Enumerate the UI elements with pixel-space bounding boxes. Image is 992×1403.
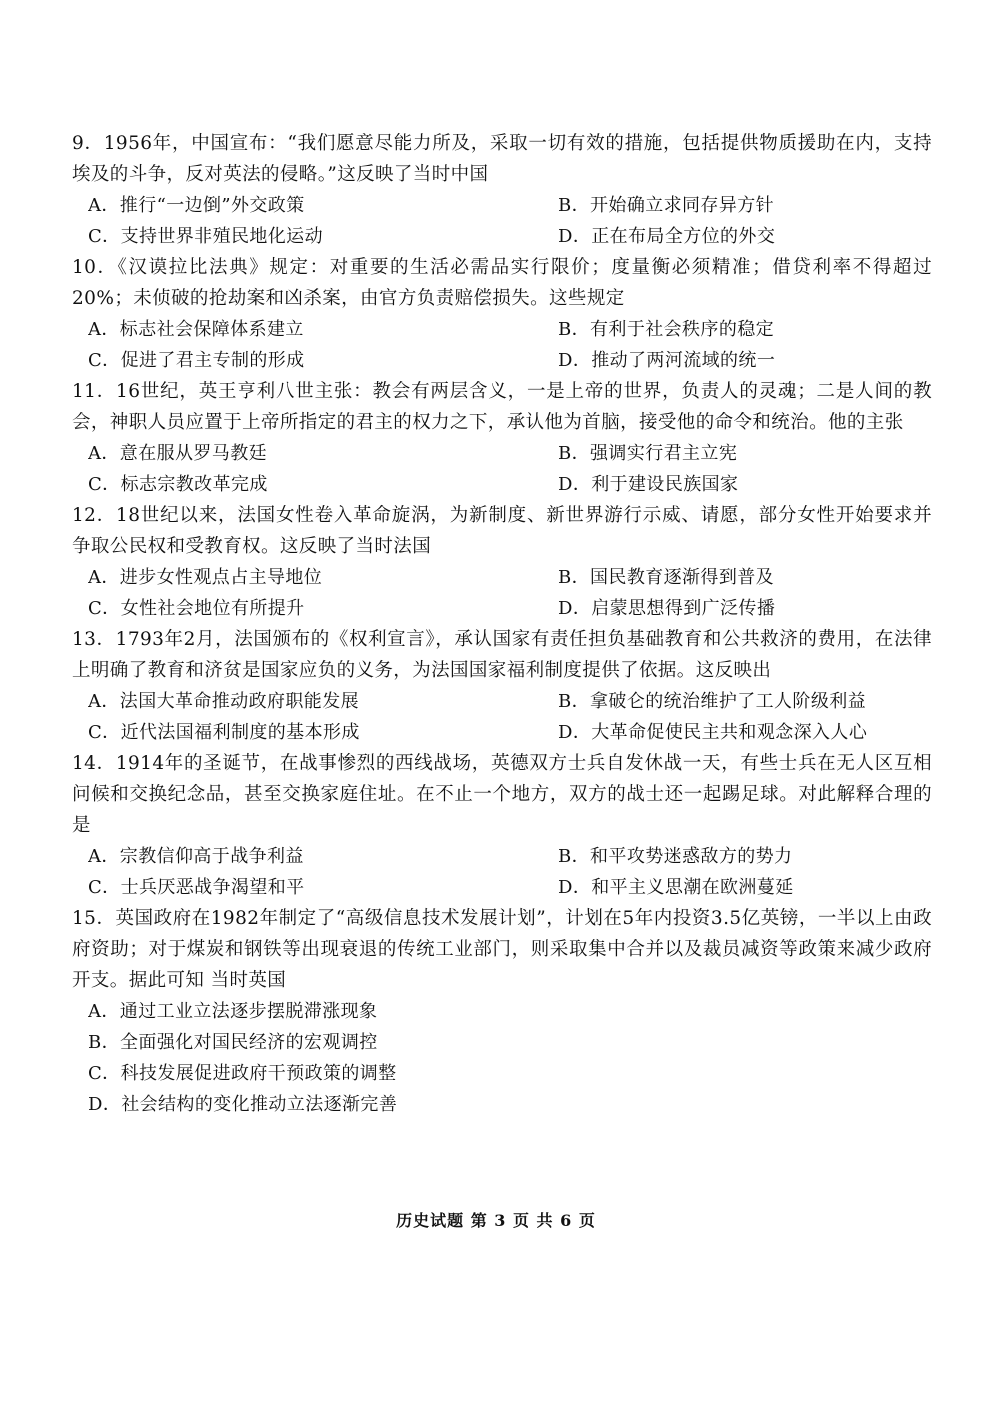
option-a: A．宗教信仰高于战争利益 [88, 846, 304, 867]
options [72, 314, 932, 376]
option-d: D．利于建设民族国家 [558, 474, 739, 495]
option-a: A．推行“一边倒”外交政策 [88, 195, 305, 216]
options [72, 841, 932, 903]
option-a: A．标志社会保障体系建立 [88, 319, 304, 340]
question-stem: 12．18世纪以来，法国女性卷入革命旋涡，为新制度、新世界游行示威、请愿，部分女性开始要求并争取公民权和受教育权。这反映了当时法国 [72, 505, 932, 557]
option-c: C．科技发展促进政府干预政策的调整 [88, 1063, 397, 1084]
options [72, 562, 932, 624]
question-stem: 13．1793年2月，法国颁布的《权利宣言》，承认国家有责任担负基础教育和公共救济的费用，在法律上明确了教育和济贫是国家应负的义务，为法国国家福利制度提供了依据。这反映出 [72, 629, 932, 681]
option-c: C．标志宗教改革完成 [88, 474, 268, 495]
option-a: A．通过工业立法逐步摆脱滞涨现象 [88, 1001, 378, 1022]
question-stem: 14．1914年的圣诞节，在战事惨烈的西线战场，英德双方士兵自发休战一天，有些士兵在无人区互相问候和交换纪念品，甚至交换家庭住址。在不止一个地方，双方的战士还一起踢足球。对此解释合理的是 [72, 753, 932, 836]
question-stem: 11．16世纪，英王亨利八世主张：教会有两层含义，一是上帝的世界，负责人的灵魂；二是人间的教会，神职人员应置于上帝所指定的君主的权力之下，承认他为首脑，接受他的命令和统治。他的主张 [72, 381, 932, 433]
option-c: C．士兵厌恶战争渴望和平 [88, 877, 305, 898]
option-b: B．和平攻势迷惑敌方的势力 [558, 846, 793, 867]
option-d: D．社会结构的变化推动立法逐渐完善 [88, 1094, 398, 1115]
option-d: D．大革命促使民主共和观念深入人心 [558, 722, 868, 743]
question-9 [72, 128, 932, 252]
option-b: B．全面强化对国民经济的宏观调控 [88, 1032, 378, 1053]
option-a: A．法国大革命推动政府职能发展 [88, 691, 359, 712]
option-c: C．近代法国福利制度的基本形成 [88, 722, 360, 743]
option-b: B．有利于社会秩序的稳定 [558, 319, 775, 340]
option-b: B．拿破仑的统治维护了工人阶级利益 [558, 691, 867, 712]
question-11 [72, 376, 932, 500]
option-a: A．意在服从罗马教廷 [88, 443, 267, 464]
options [72, 686, 932, 748]
option-d: D．启蒙思想得到广泛传播 [558, 598, 776, 619]
question-10 [72, 252, 932, 376]
option-b: B．国民教育逐渐得到普及 [558, 567, 775, 588]
option-c: C．女性社会地位有所提升 [88, 598, 305, 619]
options [72, 438, 932, 500]
question-15 [72, 903, 932, 1120]
option-a: A．进步女性观点占主导地位 [88, 567, 323, 588]
option-d: D．正在布局全方位的外交 [558, 226, 776, 247]
option-d: D．推动了两河流域的统一 [558, 350, 776, 371]
question-12 [72, 500, 932, 624]
question-stem: 9．1956年，中国宣布：“我们愿意尽能力所及，采取一切有效的措施，包括提供物质援助在内，支持埃及的斗争，反对英法的侵略。”这反映了当时中国 [72, 133, 932, 185]
page-footer: 历史试题 第 3 页 共 6 页 [396, 1211, 596, 1230]
option-d: D．和平主义思潮在欧洲蔓延 [558, 877, 794, 898]
options [72, 190, 932, 252]
option-c: C．促进了君主专制的形成 [88, 350, 305, 371]
options [72, 996, 932, 1120]
question-stem: 10．《汉谟拉比法典》规定：对重要的生活必需品实行限价；度量衡必须精准；借贷利率不得超过20%；未侦破的抢劫案和凶杀案，由官方负责赔偿损失。这些规定 [72, 257, 932, 309]
option-c: C．支持世界非殖民地化运动 [88, 226, 323, 247]
option-b: B．强调实行君主立宪 [558, 443, 738, 464]
question-14 [72, 748, 932, 903]
question-stem: 15．英国政府在1982年制定了“高级信息技术发展计划”，计划在5年内投资3.5亿英镑，一半以上由政府资助；对于煤炭和钢铁等出现衰退的传统工业部门，则采取集中合并以及裁员减资等政策来减少政府开支。据此可知 当时英国 [72, 908, 932, 991]
option-b: B．开始确立求同存异方针 [558, 195, 775, 216]
question-13 [72, 624, 932, 748]
